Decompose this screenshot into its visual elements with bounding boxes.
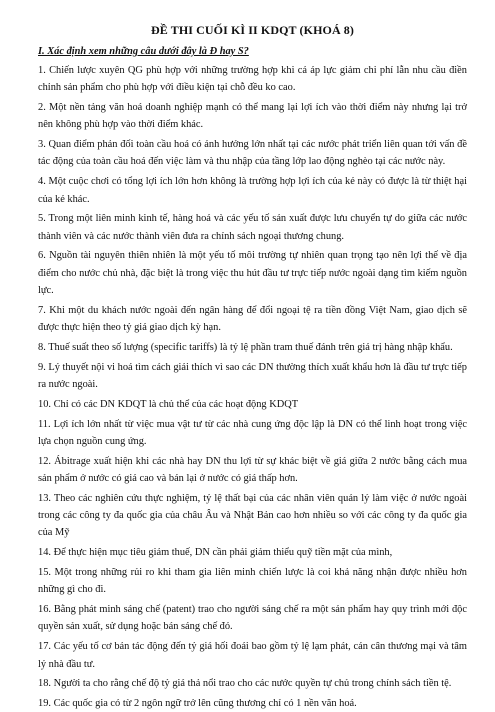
question-item: 16. Bằng phát minh sáng chế (patent) trao cho người sáng chế ra một sản phẩm hay quy trình mới độc quyền sản xuất, sử dụng hoặc bán sáng chế đó. (38, 604, 467, 633)
question-item: 11. Lợi ích lớn nhất từ việc mua vật tư từ các nhà cung ứng độc lập là DN có thể linh hoạt trong việc lựa chọn nguồn cung ứng. (38, 418, 467, 447)
question-item: 10. Chỉ có các DN KDQT là chủ thể của các hoạt động KDQT (38, 398, 299, 410)
question-item: 9. Lý thuyết nội vi hoá tìm cách giải thích vì sao các DN thường thích xuất khẩu hơn là đầu tư trực tiếp ra nước ngoài. (38, 361, 467, 391)
question-item: 18. Người ta cho rằng chế độ tỷ giá thả nổi trao cho các nước quyền tự chủ trong chính sách tiền tệ. (38, 678, 452, 690)
question-item: 15. Một trong những rủi ro khi tham gia liên minh chiến lược là coi khả năng nhận được nhiều hơn những gì cho đi. (38, 567, 467, 596)
question-item: 12. Ábitrage xuất hiện khi các nhà hay DN thu lợi từ sự khác biệt về giá giữa 2 nước bằng cách mua sản phẩm ở nước có giá cao và bán lại ở nước có giá thấp hơn. (38, 455, 467, 485)
question-item: 13. Theo các nghiên cứu thực nghiệm, tỷ lệ thất bại của các nhân viên quản lý làm việc ở nước ngoài trong các công ty đa quốc gia của châu Âu và Nhật Bản cao hơn nhiều so với các công ty đa quốc gia của Mỹ (38, 492, 467, 539)
question-item: 5. Trong một liên minh kinh tế, hàng hoá và các yếu tố sản xuất được lưu chuyển tự do giữa các nước thành viên và các nước thành viên đưa ra chính sách ngoại thương chung. (38, 213, 467, 242)
section-heading: I. Xác định xem những câu dưới đây là Đ hay S? (38, 46, 249, 57)
question-item: 8. Thuế suất theo số lượng (specific tariffs) là tỷ lệ phần tram thuế đánh trên giá trị hàng nhập khẩu. (38, 341, 453, 353)
question-item: 19. Các quốc gia có từ 2 ngôn ngữ trở lên cũng thương chỉ có 1 nền văn hoá. (38, 698, 357, 710)
question-item: 2. Một nền tảng văn hoá doanh nghiệp mạnh có thể mang lại lợi ích vào thời điểm này nhưng lại trở nên không phù hợp vào thời điểm khác. (38, 102, 467, 131)
question-item: 6. Nguồn tài nguyên thiên nhiên là một yếu tố môi trường tự nhiên quan trọng tạo nên lợi thế về địa điểm cho nước chủ nhà, đặc biệt là trong việc thu hút đầu tư trực tiếp nước ngoài dạng tìm kiếm nguồn lực. (38, 250, 467, 297)
question-item: 4. Một cuộc chơi có tổng lợi ích lớn hơn không là trường hợp lợi ích của kẻ này có được là từ thiệt hại của kẻ khác. (38, 176, 467, 205)
question-item: 7. Khi một du khách nước ngoài đến ngân hàng để đổi ngoại tệ ra tiền đồng Việt Nam, giao dịch sẽ được thực hiện theo tỷ giá giao dịch kỳ hạn. (38, 304, 467, 334)
question-list (38, 62, 467, 712)
question-item: 14. Để thực hiện mục tiêu giảm thuế, DN cần phải giảm thiểu quỹ tiền mặt của mình, (38, 547, 393, 559)
question-item: 17. Các yếu tố cơ bản tác động đến tỷ giá hối đoái bao gồm tỷ lệ lạm phát, cán cân thương mại và tâm lý nhà đầu tư. (38, 641, 467, 670)
question-item: 1. Chiến lược xuyên QG phù hợp với những trường hợp khi cả áp lực giảm chi phí lẫn nhu cầu điền chỉnh sản phẩm cho phù hợp với điều kiện tại chỗ đều ko cao. (38, 65, 467, 94)
page-title: ĐỀ THI CUỐI KÌ II KDQT (KHOÁ 8) (150, 23, 355, 37)
question-item: 3. Quan điểm phản đối toàn cầu hoá có ảnh hưởng lớn nhất tại các nước phát triển liên quan tới vấn đề tác động của toàn cầu hoá đến việc làm và thu nhập của tầng lớp lao động nghèo tại các nước này. (38, 139, 467, 168)
